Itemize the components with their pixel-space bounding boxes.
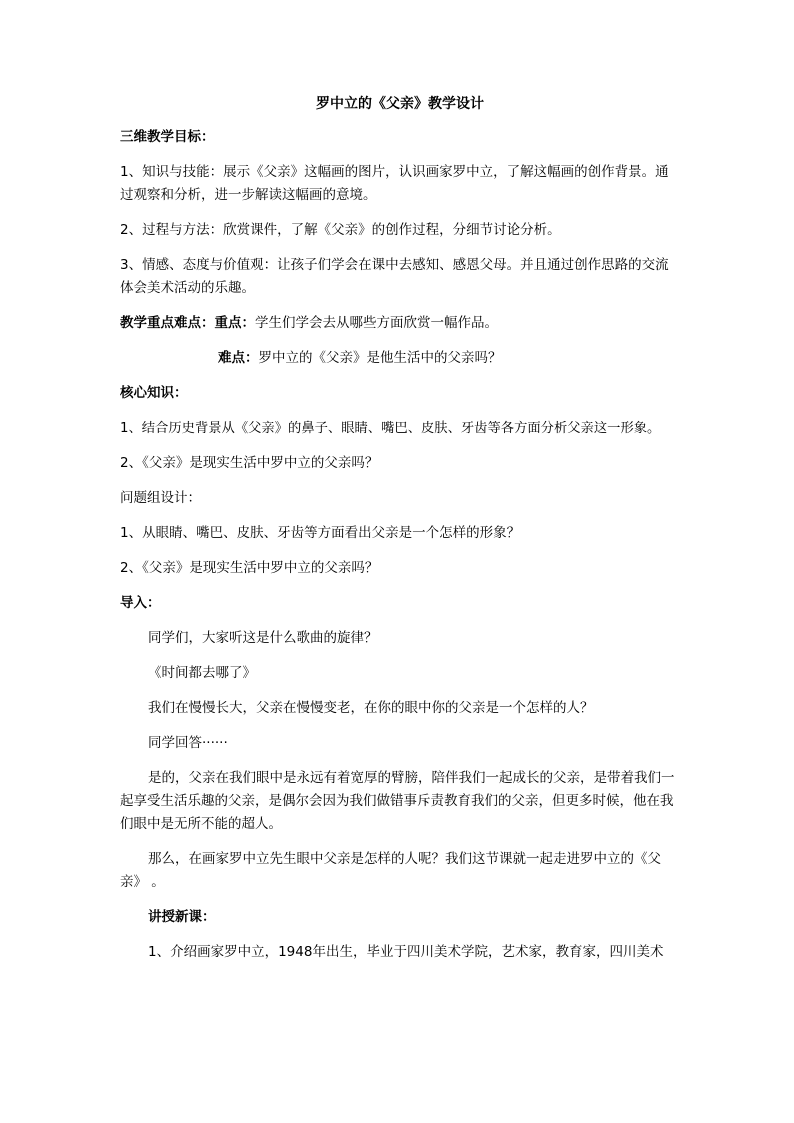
difficulty-text: 罗中立的《父亲》是他生活中的父亲吗？ xyxy=(258,350,502,366)
intro-line-2: 《时间都去哪了》 xyxy=(148,665,256,681)
key-points-difficulty xyxy=(120,347,680,370)
questions-heading: 问题组设计： xyxy=(120,490,201,506)
focus-text: 学生们学会去从哪些方面欣赏一幅作品。 xyxy=(255,315,498,331)
core-heading: 核心知识： xyxy=(120,385,188,401)
difficulty-label: 难点： xyxy=(218,350,259,366)
intro-line-1: 同学们，大家听这是什么歌曲的旋律？ xyxy=(148,630,378,646)
goal-item-1: 1、知识与技能：展示《父亲》这幅画的图片，认识画家罗中立，了解这幅画的创作背景。通过观察和分析，进一步解读这幅画的意境。 xyxy=(120,164,669,203)
focus-label: 重点： xyxy=(214,315,255,331)
goals-heading: 三维教学目标： xyxy=(120,129,215,145)
core-item-1: 1、结合历史背景从《父亲》的鼻子、眼睛、嘴巴、皮肤、牙齿等各方面分析父亲这一形象。 xyxy=(120,421,661,436)
intro-line-6: 那么，在画家罗中立先生眼中父亲是怎样的人呢？我们这节课就一起走进罗中立的《父亲》 。 xyxy=(120,851,661,890)
intro-line-4: 同学回答······ xyxy=(148,735,228,751)
key-points-focus xyxy=(120,312,680,335)
lesson-line-1: 1、介绍画家罗中立，1948年出生，毕业于四川美术学院，艺术家，教育家，四川美术 xyxy=(148,944,664,960)
lesson-heading: 讲授新课： xyxy=(148,909,216,925)
document-page xyxy=(120,92,680,976)
document-title: 罗中立的《父亲》教学设计 xyxy=(316,96,484,112)
key-points-label: 教学重点难点： xyxy=(120,315,215,331)
question-item-1: 1、从眼睛、嘴巴、皮肤、牙齿等方面看出父亲是一个怎样的形象？ xyxy=(120,525,521,541)
goal-item-2: 2、过程与方法：欣赏课件，了解《父亲》的创作过程，分细节讨论分析。 xyxy=(120,222,561,238)
intro-line-3: 我们在慢慢长大，父亲在慢慢变老，在你的眼中你的父亲是一个怎样的人？ xyxy=(148,700,594,716)
core-item-2: 2、《父亲》是现实生活中罗中立的父亲吗？ xyxy=(120,455,379,471)
goal-item-3: 3、情感、态度与价值观：让孩子们学会在课中去感知、感恩父母。并且通过创作思路的交流体会美术活动的乐趣。 xyxy=(120,257,669,296)
intro-heading: 导入： xyxy=(120,595,161,611)
intro-line-5: 是的，父亲在我们眼中是永远有着宽厚的臂膀，陪伴我们一起成长的父亲，是带着我们一起享受生活乐趣的父亲，是偶尔会因为我们做错事斥责教育我们的父亲，但更多时候，他在我们眼中是无所不能的超人。 xyxy=(120,770,675,832)
question-item-2: 2、《父亲》是现实生活中罗中立的父亲吗？ xyxy=(120,560,379,576)
